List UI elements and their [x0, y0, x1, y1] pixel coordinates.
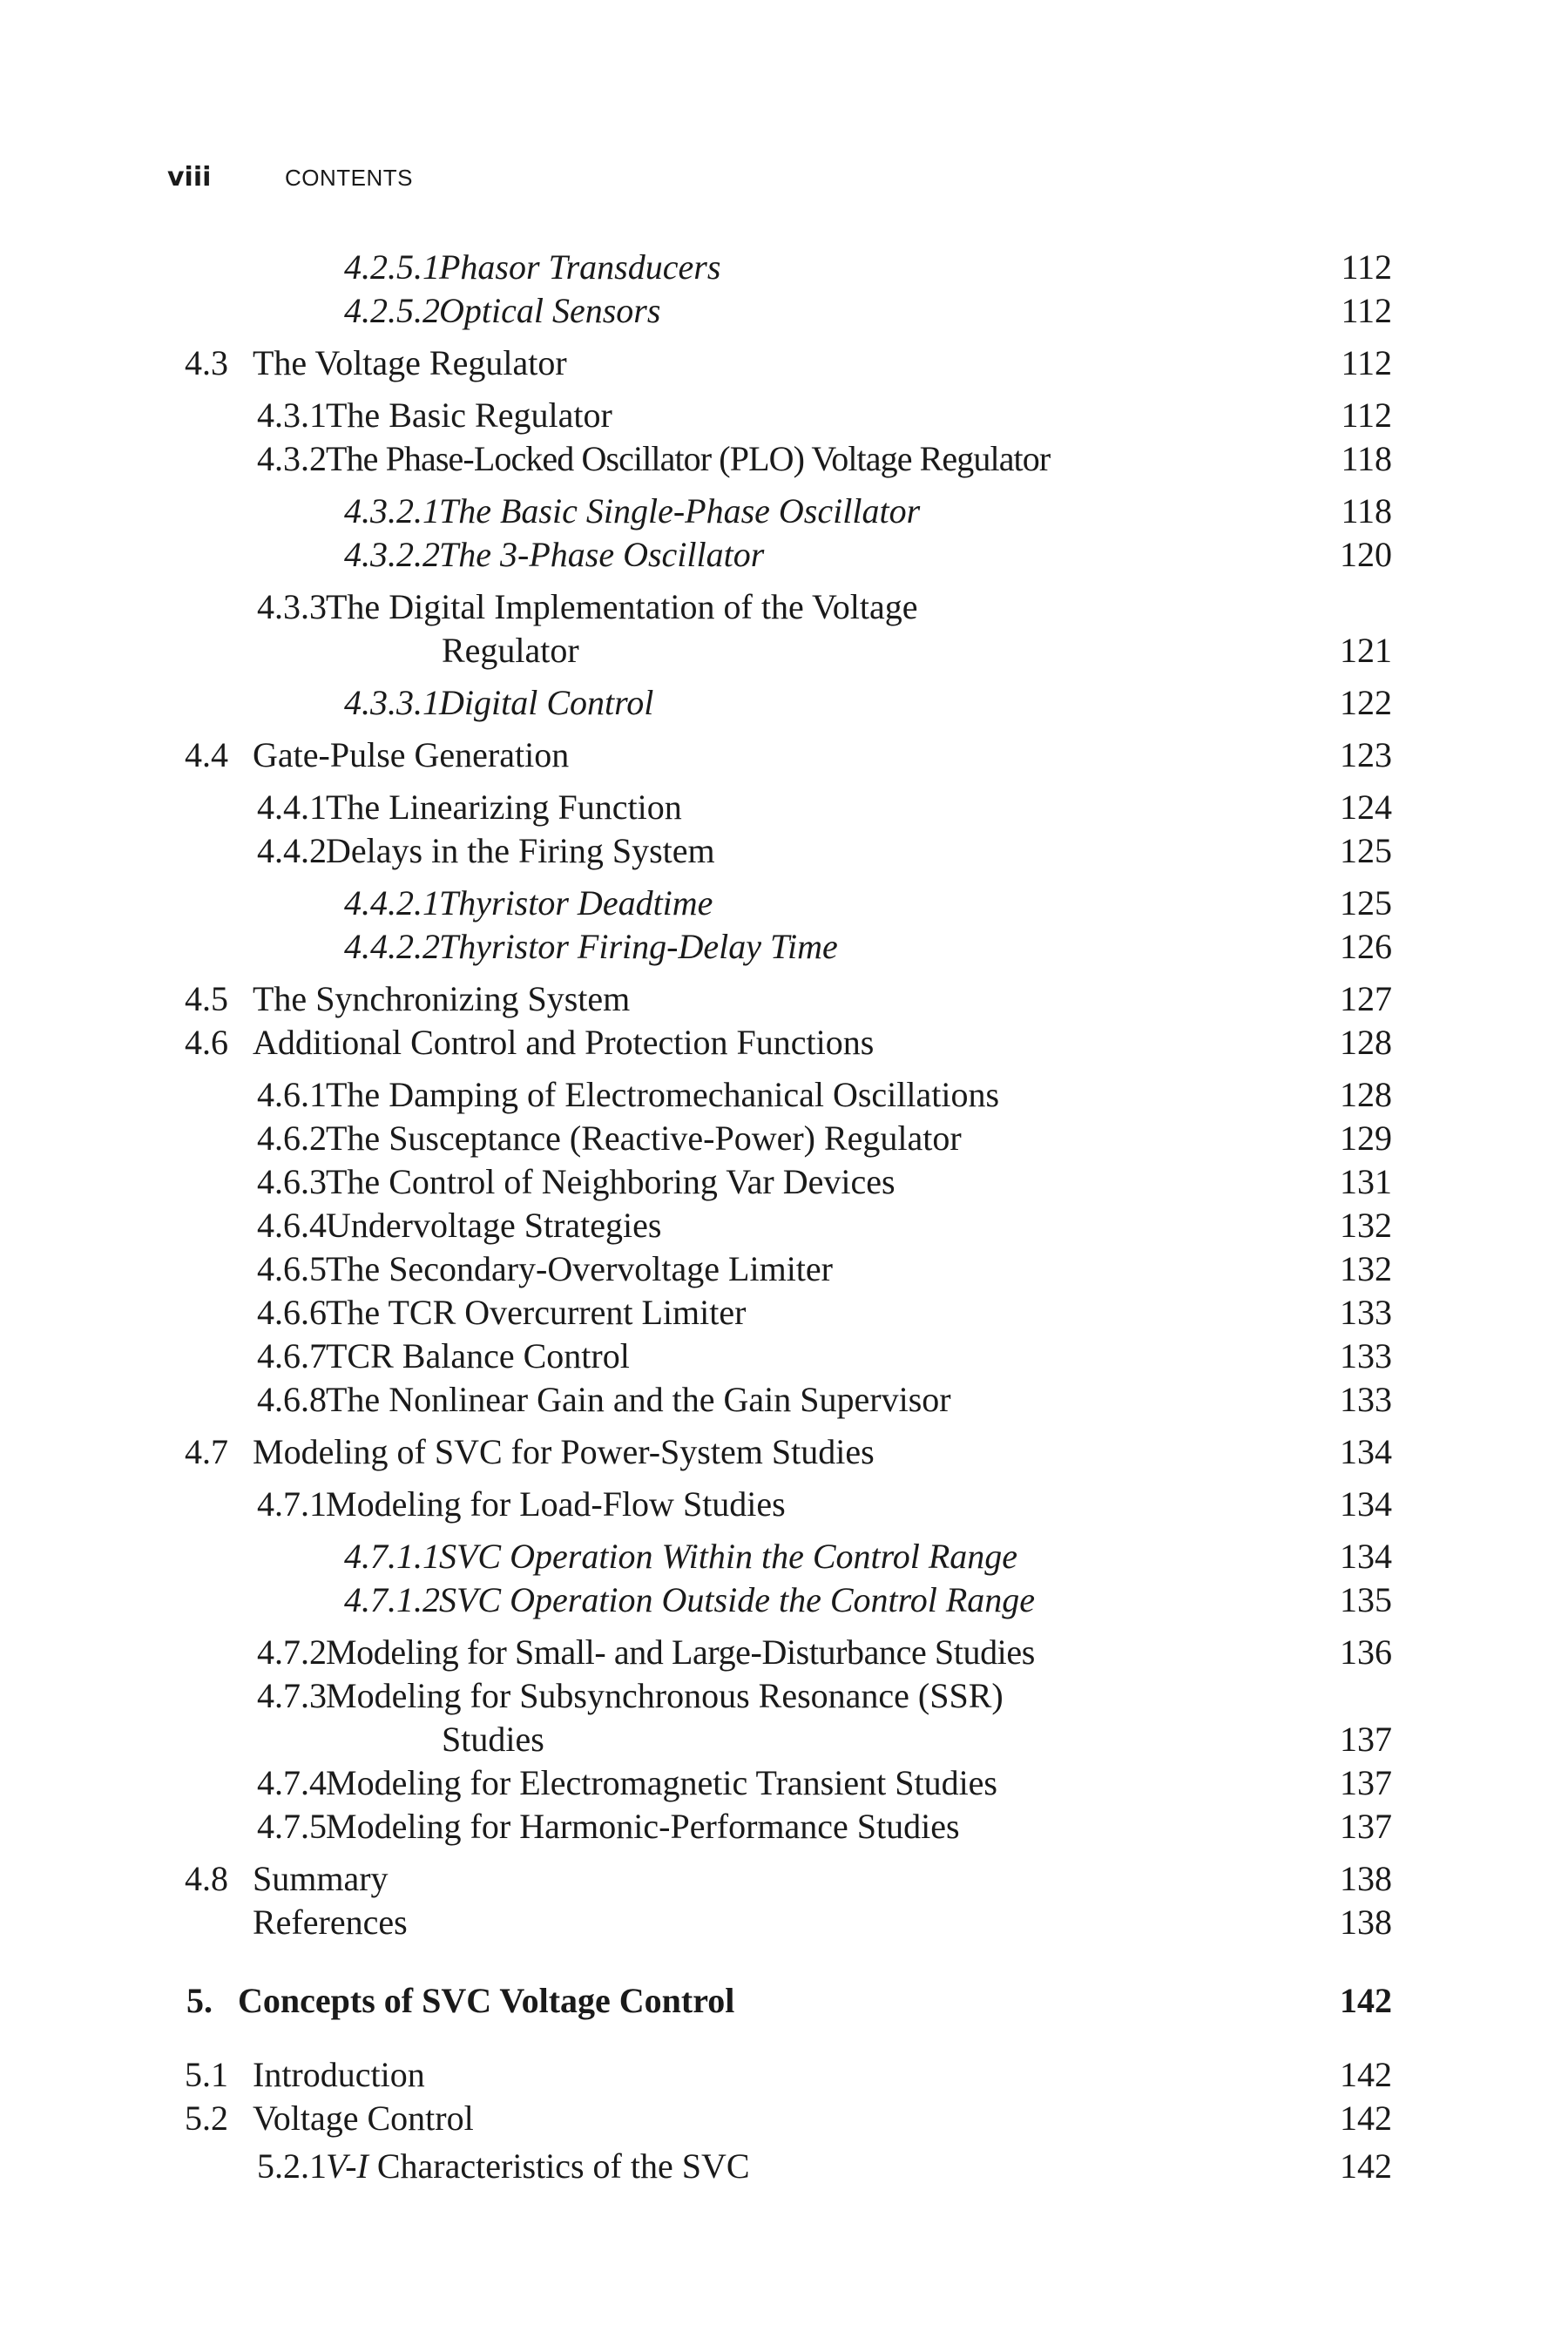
- entry-title: Gate-Pulse Generation: [253, 735, 570, 774]
- entry-page: 122: [1340, 683, 1392, 722]
- entry-title: Optical Sensors: [439, 291, 661, 330]
- entry-title: Thyristor Deadtime: [439, 883, 713, 923]
- entry-title: Modeling for Load-Flow Studies: [326, 1484, 786, 1524]
- entry-page: 118: [1341, 439, 1392, 478]
- entry-page: 133: [1340, 1336, 1392, 1375]
- entry-page: 138: [1340, 1903, 1392, 1942]
- running-title: CONTENTS: [285, 165, 413, 191]
- entry-title: The Control of Neighboring Var Devices: [326, 1162, 896, 1201]
- toc-entry: [0, 490, 1568, 535]
- entry-number: 4.2.5.2: [344, 291, 440, 330]
- entry-title: SVC Operation Outside the Control Range: [439, 1580, 1036, 1619]
- entry-title: TCR Balance Control: [326, 1336, 630, 1375]
- chapter-number: 5.: [186, 1981, 213, 2020]
- entry-number: 4.6.5: [257, 1249, 327, 1288]
- toc-entry: [0, 733, 1568, 779]
- entry-number: 4.2.5.1: [344, 247, 440, 287]
- chapter-page: 142: [1340, 1981, 1392, 2020]
- toc-entry-continuation: [0, 629, 1568, 674]
- entry-title: The 3-Phase Oscillator: [439, 535, 765, 574]
- toc-entry: [0, 786, 1568, 831]
- entry-title-rest: Characteristics of the SVC: [368, 2146, 750, 2186]
- entry-number: 4.7.5: [257, 1807, 327, 1846]
- entry-page: 112: [1341, 343, 1392, 382]
- entry-page: 137: [1340, 1807, 1392, 1846]
- entry-number: 4.7: [185, 1432, 228, 1471]
- entry-page: 132: [1340, 1249, 1392, 1288]
- entry-title: Phasor Transducers: [439, 247, 721, 287]
- entry-title: Undervoltage Strategies: [326, 1206, 662, 1245]
- toc-entry: [0, 2053, 1568, 2099]
- entry-page: 136: [1340, 1632, 1392, 1672]
- entry-title: The Digital Implementation of the Voltage: [326, 587, 918, 626]
- entry-number: 4.4.1: [257, 787, 327, 827]
- toc-entry: [0, 1335, 1568, 1380]
- toc-entry: [0, 1857, 1568, 1903]
- entry-number: 4.3: [185, 343, 228, 382]
- toc-entry: [0, 437, 1568, 483]
- entry-title: Modeling for Harmonic-Performance Studies: [326, 1807, 960, 1846]
- entry-number: 4.4.2: [257, 831, 327, 870]
- entry-number: 4.3.2.1: [344, 491, 440, 531]
- entry-number: 4.7.1: [257, 1484, 327, 1524]
- entry-number: 4.6.1: [257, 1075, 327, 1114]
- entry-number: 4.7.2: [257, 1632, 327, 1672]
- entry-page: 121: [1340, 631, 1392, 670]
- toc-entry: [0, 1674, 1568, 1720]
- entry-title: Modeling of SVC for Power-System Studies: [253, 1432, 875, 1471]
- entry-number: 4.6.3: [257, 1162, 327, 1201]
- entry-title: Modeling for Subsynchronous Resonance (SSR): [326, 1676, 1004, 1715]
- entry-number: 4.6.2: [257, 1119, 327, 1158]
- entry-title: The Basic Regulator: [326, 395, 612, 435]
- toc-entry: [0, 977, 1568, 1023]
- entry-title: Regulator: [442, 631, 579, 670]
- toc-entry: [0, 1805, 1568, 1850]
- entry-page: 131: [1340, 1162, 1392, 1201]
- entry-title: The Nonlinear Gain and the Gain Supervisor: [326, 1380, 951, 1419]
- entry-title: Thyristor Firing-Delay Time: [439, 927, 838, 966]
- page-folio: viii: [167, 162, 212, 193]
- entry-page: 127: [1340, 979, 1392, 1018]
- entry-title: Introduction: [253, 2055, 425, 2094]
- toc-entry: [0, 1483, 1568, 1528]
- entry-page: 142: [1340, 2099, 1392, 2138]
- toc-entry: [0, 1901, 1568, 1946]
- toc-entry: [0, 1578, 1568, 1624]
- entry-page: 135: [1340, 1580, 1392, 1619]
- entry-page: 142: [1340, 2055, 1392, 2094]
- entry-page: 132: [1340, 1206, 1392, 1245]
- entry-page: 118: [1341, 491, 1392, 531]
- toc-entry: [0, 1117, 1568, 1162]
- entry-number: 5.1: [185, 2055, 228, 2094]
- entry-title: The Basic Single-Phase Oscillator: [439, 491, 921, 531]
- toc-entry: [0, 1247, 1568, 1293]
- entry-title-italic: V-I: [326, 2146, 368, 2186]
- entry-number: 4.6.8: [257, 1380, 327, 1419]
- entry-title: Delays in the Firing System: [326, 831, 715, 870]
- toc-entry: [0, 1430, 1568, 1476]
- entry-number: 5.2.1: [257, 2146, 327, 2186]
- entry-page: 125: [1340, 883, 1392, 923]
- entry-title: The Phase-Locked Oscillator (PLO) Voltage Regulator: [326, 439, 1051, 478]
- toc-entry: [0, 1291, 1568, 1336]
- entry-title: The Linearizing Function: [326, 787, 682, 827]
- entry-title: Summary: [253, 1859, 389, 1898]
- entry-page: 137: [1340, 1763, 1392, 1802]
- chapter-heading: [0, 1979, 1568, 2024]
- entry-page: 134: [1340, 1484, 1392, 1524]
- entry-number: 4.4.2.2: [344, 927, 440, 966]
- entry-title: [326, 2145, 750, 2188]
- entry-title: Modeling for Small- and Large-Disturbance Studies: [326, 1632, 1035, 1672]
- toc-entry: [0, 1378, 1568, 1423]
- entry-page: 112: [1341, 395, 1392, 435]
- entry-title: The TCR Overcurrent Limiter: [326, 1293, 747, 1332]
- toc-entry: [0, 1535, 1568, 1580]
- entry-title: Voltage Control: [253, 2099, 474, 2138]
- entry-number: 4.3.3: [257, 587, 327, 626]
- entry-number: 4.4.2.1: [344, 883, 440, 923]
- entry-title: The Damping of Electromechanical Oscillations: [326, 1075, 1000, 1114]
- entry-page: 134: [1340, 1432, 1392, 1471]
- entry-page: 123: [1340, 735, 1392, 774]
- toc-entry: [0, 1204, 1568, 1249]
- entry-number: 4.6: [185, 1023, 228, 1062]
- toc-entry: [0, 1761, 1568, 1807]
- entry-number: 4.3.2.2: [344, 535, 440, 574]
- entry-title: The Susceptance (Reactive-Power) Regulator: [326, 1119, 962, 1158]
- entry-page: 125: [1340, 831, 1392, 870]
- entry-title: The Synchronizing System: [253, 979, 631, 1018]
- entry-title: Modeling for Electromagnetic Transient Studies: [326, 1763, 997, 1802]
- toc-entry: [0, 2097, 1568, 2142]
- entry-page: 134: [1340, 1537, 1392, 1576]
- toc-entry: [0, 533, 1568, 578]
- entry-number: 4.3.2: [257, 439, 327, 478]
- entry-number: 4.6.4: [257, 1206, 327, 1245]
- toc-entry: [0, 1160, 1568, 1206]
- toc-entry: [0, 246, 1568, 291]
- entry-number: 4.7.4: [257, 1763, 327, 1802]
- entry-title: SVC Operation Within the Control Range: [439, 1537, 1018, 1576]
- toc-entry: [0, 681, 1568, 727]
- toc-entry: [0, 1073, 1568, 1119]
- toc-entry: [0, 925, 1568, 970]
- entry-page: 124: [1340, 787, 1392, 827]
- entry-title: Studies: [442, 1720, 544, 1759]
- toc-entry: [0, 341, 1568, 387]
- entry-number: 4.7.1.1: [344, 1537, 440, 1576]
- toc-entry: [0, 882, 1568, 927]
- entry-title: The Voltage Regulator: [253, 343, 567, 382]
- entry-page: 129: [1340, 1119, 1392, 1158]
- entry-page: 137: [1340, 1720, 1392, 1759]
- entry-number: 4.7.3: [257, 1676, 327, 1715]
- entry-page: 138: [1340, 1859, 1392, 1898]
- entry-number: 4.7.1.2: [344, 1580, 440, 1619]
- entry-number: 4.3.1: [257, 395, 327, 435]
- entry-title: Additional Control and Protection Functions: [253, 1023, 875, 1062]
- entry-page: 128: [1340, 1075, 1392, 1114]
- entry-page: 128: [1340, 1023, 1392, 1062]
- entry-page: 142: [1340, 2146, 1392, 2186]
- toc-entry: [0, 829, 1568, 875]
- entry-number: 4.6.7: [257, 1336, 327, 1375]
- toc-entry: [0, 585, 1568, 631]
- entry-number: 4.6.6: [257, 1293, 327, 1332]
- toc-entry: [0, 1021, 1568, 1066]
- chapter-title: Concepts of SVC Voltage Control: [238, 1981, 735, 2020]
- entry-number: 5.2: [185, 2099, 228, 2138]
- entry-title: References: [253, 1903, 408, 1942]
- entry-page: 126: [1340, 927, 1392, 966]
- entry-page: 133: [1340, 1293, 1392, 1332]
- toc-entry: [0, 394, 1568, 439]
- entry-page: 112: [1341, 247, 1392, 287]
- entry-page: 133: [1340, 1380, 1392, 1419]
- entry-number: 4.8: [185, 1859, 228, 1898]
- entry-number: 4.4: [185, 735, 228, 774]
- entry-title: The Secondary-Overvoltage Limiter: [326, 1249, 833, 1288]
- entry-number: 4.5: [185, 979, 228, 1018]
- entry-number: 4.3.3.1: [344, 683, 440, 722]
- entry-title: Digital Control: [439, 683, 654, 722]
- toc-entry: [0, 2145, 1568, 2190]
- toc-entry: [0, 1631, 1568, 1676]
- entry-page: 112: [1341, 291, 1392, 330]
- toc-entry-continuation: [0, 1718, 1568, 1763]
- toc-entry: [0, 289, 1568, 335]
- entry-page: 120: [1340, 535, 1392, 574]
